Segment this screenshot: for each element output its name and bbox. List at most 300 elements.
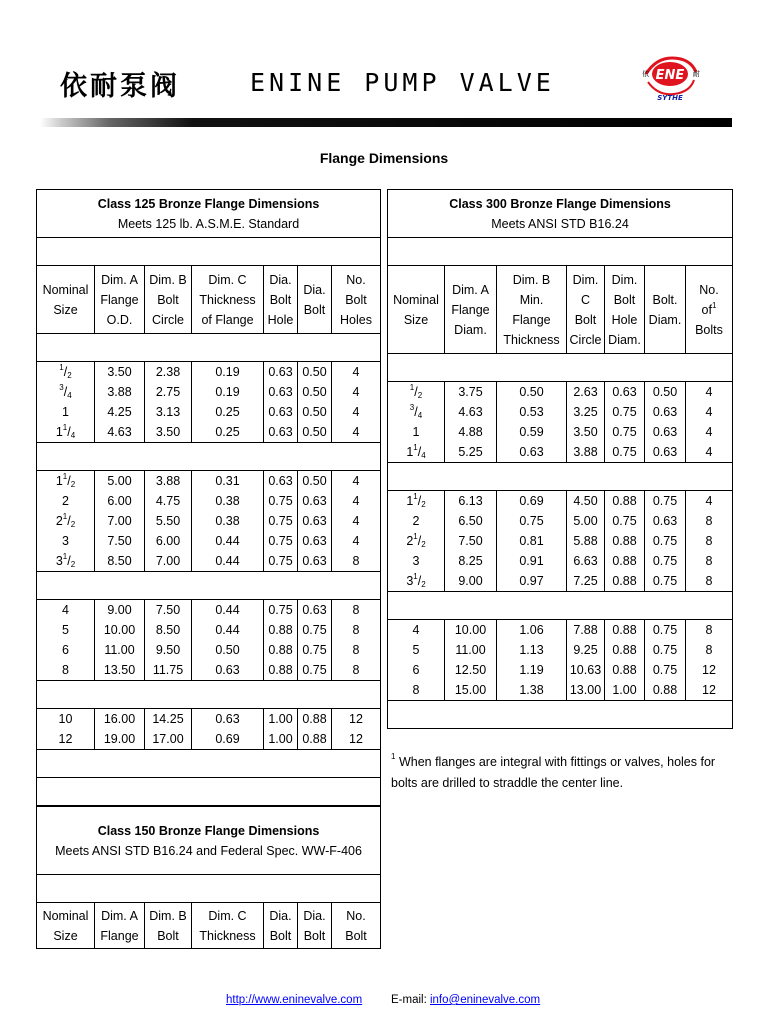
column-header: [145, 266, 192, 334]
size-fraction: $^3/_4$: [59, 383, 72, 400]
footnote-ref: 1: [711, 300, 717, 310]
column-header-line: Dim. C: [208, 272, 247, 287]
column-header-line: Size: [53, 302, 78, 317]
value-cell-no: 4: [686, 491, 733, 512]
value-cell-bd: 0.75: [298, 660, 332, 681]
value-cell-h: 0.75: [605, 402, 645, 422]
value-cell-bd: 0.75: [298, 640, 332, 660]
value-cell-no: 4: [332, 422, 381, 443]
column-header-line: Diam.: [454, 322, 487, 337]
nominal-size-cell: [37, 729, 95, 750]
footer-email: [391, 994, 540, 1006]
value-cell-h: 0.88: [264, 640, 298, 660]
company-logo-icon: [636, 52, 704, 102]
size-whole: 1: [55, 425, 63, 439]
size-whole: 4: [62, 603, 69, 617]
value-cell-a: 13.50: [95, 660, 145, 681]
value-cell-h: 0.75: [264, 600, 298, 621]
spacer-row: [37, 750, 381, 778]
value-cell-no: 12: [332, 709, 381, 730]
value-cell-h: 0.75: [264, 491, 298, 511]
value-cell-a: 9.00: [445, 571, 497, 592]
value-cell-h: 0.88: [605, 491, 645, 512]
value-cell-a: 10.00: [445, 620, 497, 641]
column-header: [95, 903, 145, 949]
value-cell-b: 5.50: [145, 511, 192, 531]
column-header-line: Bolt: [269, 928, 292, 943]
value-cell-c: 0.38: [192, 511, 264, 531]
column-header-line: Bolt: [157, 292, 179, 307]
value-cell-h: 0.88: [264, 660, 298, 681]
value-cell-no: 4: [332, 402, 381, 422]
value-cell-h: 0.88: [605, 551, 645, 571]
logo-side-left: 依: [642, 70, 649, 78]
value-cell-h: 0.63: [264, 402, 298, 422]
value-cell-bd: 0.75: [298, 620, 332, 640]
value-cell-h: 0.75: [605, 442, 645, 463]
spacer-cell: [388, 354, 733, 382]
value-cell-b: 7.00: [145, 551, 192, 572]
value-cell-c: 3.88: [567, 442, 605, 463]
spacer-cell: [37, 238, 381, 266]
size-whole: 6: [62, 643, 69, 657]
table-row: [37, 640, 381, 660]
value-cell-no: 8: [332, 551, 381, 572]
size-fraction: $^1/_2$: [62, 512, 76, 529]
nominal-size-cell: [37, 551, 95, 572]
table-row: [37, 531, 381, 551]
column-header-line: No.: [346, 272, 366, 287]
value-cell-a: 3.88: [95, 382, 145, 402]
fraction-denominator: 2: [421, 540, 426, 549]
table-row: [37, 551, 381, 572]
size-whole: 10: [58, 712, 73, 726]
value-cell-c: 0.50: [192, 640, 264, 660]
column-header: [37, 266, 95, 334]
size-whole: 1: [55, 474, 63, 488]
nominal-size-cell: [37, 402, 95, 422]
fraction-numerator: 1: [62, 552, 68, 561]
size-fraction: $^1/_2$: [62, 552, 76, 569]
value-cell-h: 1.00: [605, 680, 645, 701]
value-cell-a: 16.00: [95, 709, 145, 730]
fraction-denominator: 2: [67, 371, 72, 380]
size-whole: 3: [406, 574, 414, 588]
size-whole: 4: [412, 623, 420, 637]
nominal-size-cell: [388, 402, 445, 422]
size-whole: 3: [55, 554, 63, 568]
value-cell-h: 0.75: [264, 511, 298, 531]
column-header-line: No.: [346, 908, 366, 923]
value-cell-bd: 0.50: [298, 402, 332, 422]
value-cell-a: 4.63: [445, 402, 497, 422]
nominal-size-cell: [388, 620, 445, 641]
size-whole: 12: [58, 732, 73, 746]
table-row: [388, 402, 733, 422]
value-cell-b: 0.63: [497, 442, 567, 463]
column-header-line: C: [580, 292, 591, 307]
value-cell-no: 4: [686, 402, 733, 422]
size-whole: 1: [412, 425, 420, 439]
value-cell-bd: 0.75: [645, 660, 686, 680]
value-cell-h: 0.63: [264, 362, 298, 383]
fraction-numerator: 1: [62, 512, 68, 521]
table-row: [37, 600, 381, 621]
value-cell-no: 4: [332, 382, 381, 402]
size-fraction: $^1/_2$: [413, 492, 426, 509]
value-cell-h: 0.88: [605, 660, 645, 680]
nominal-size-cell: [388, 680, 445, 701]
nominal-size-cell: [388, 531, 445, 551]
column-header-line: Bolt: [574, 312, 597, 327]
column-header-line: Dim. B: [512, 272, 551, 287]
value-cell-a: 11.00: [95, 640, 145, 660]
value-cell-c: 7.88: [567, 620, 605, 641]
value-cell-a: 11.00: [445, 640, 497, 660]
footnote-marker: 1: [391, 752, 396, 761]
nominal-size-cell: [37, 620, 95, 640]
class300-table: [387, 189, 733, 729]
value-cell-b: 1.19: [497, 660, 567, 680]
value-cell-b: 2.38: [145, 362, 192, 383]
spacer-cell: [388, 238, 733, 266]
size-whole: 2: [412, 514, 420, 528]
table-row: [388, 551, 733, 571]
nominal-size-cell: [388, 382, 445, 403]
table-row: [37, 362, 381, 383]
table-row: [37, 729, 381, 750]
column-header-line: Flange: [100, 928, 139, 943]
column-header-line: Circle: [569, 332, 602, 347]
spacer-cell: [388, 463, 733, 491]
value-cell-b: 3.50: [145, 422, 192, 443]
nominal-size-cell: [388, 640, 445, 660]
table-row: [388, 680, 733, 701]
column-header: [298, 903, 332, 949]
table-row: [37, 402, 381, 422]
spacer-row: [388, 238, 733, 266]
value-cell-b: 0.59: [497, 422, 567, 442]
spacer-row: [388, 463, 733, 491]
table-row: [37, 660, 381, 681]
value-cell-c: 2.63: [567, 382, 605, 403]
spacer-cell: [37, 875, 381, 903]
value-cell-bd: 0.63: [645, 422, 686, 442]
value-cell-b: 6.00: [145, 531, 192, 551]
value-cell-bd: 0.63: [298, 600, 332, 621]
fraction-denominator: 2: [417, 391, 423, 400]
column-header-line: Dim. A: [452, 282, 489, 297]
value-cell-a: 3.50: [95, 362, 145, 383]
table-title: Class 300 Bronze Flange Dimensions: [449, 196, 671, 211]
footnote-text: When flanges are integral with fittings or valves, holes for bolts are drilled to straddle the center line.: [391, 755, 716, 790]
column-header-line: Hole: [267, 312, 294, 327]
fraction-numerator: 1: [62, 423, 68, 432]
spacer-row: [37, 443, 381, 471]
size-whole: 1: [406, 445, 414, 459]
value-cell-no: 4: [332, 511, 381, 531]
value-cell-c: 0.25: [192, 422, 264, 443]
fraction-numerator: 1: [59, 363, 64, 372]
size-whole: 3: [412, 554, 420, 568]
logo-sub-text: SYTHE: [657, 94, 683, 102]
fraction-numerator: 1: [413, 532, 418, 541]
table-row: [37, 511, 381, 531]
table-row: [388, 640, 733, 660]
value-cell-bd: 0.75: [645, 571, 686, 592]
size-whole: 8: [412, 683, 420, 697]
column-header-line: Thickness: [199, 292, 256, 307]
column-header-line: Bolt.: [652, 292, 678, 307]
value-cell-c: 5.00: [567, 511, 605, 531]
column-header: [192, 266, 264, 334]
table-row: [388, 382, 733, 403]
table-title-cell: [37, 190, 381, 238]
table-row: [37, 491, 381, 511]
nominal-size-cell: [37, 382, 95, 402]
value-cell-bd: 0.63: [645, 511, 686, 531]
fraction-denominator: 2: [421, 580, 426, 589]
column-header-line: Dim. C: [208, 908, 247, 923]
fraction-denominator: 2: [421, 500, 426, 509]
column-header-line: Dim. B: [149, 272, 187, 287]
spacer-cell: [37, 681, 381, 709]
fraction-denominator: 4: [417, 411, 423, 420]
nominal-size-cell: [37, 600, 95, 621]
nominal-size-cell: [37, 709, 95, 730]
value-cell-c: 4.50: [567, 491, 605, 512]
table-row: [37, 422, 381, 443]
value-cell-no: 8: [686, 640, 733, 660]
spacer-row: [388, 592, 733, 620]
column-header-line: Nominal: [42, 908, 89, 923]
value-cell-b: 2.75: [145, 382, 192, 402]
table-title: Class 125 Bronze Flange Dimensions: [97, 196, 320, 211]
fraction-denominator: 4: [67, 391, 72, 400]
size-fraction: $^1/_2$: [413, 532, 426, 549]
table-subtitle: Meets ANSI STD B16.24: [491, 216, 629, 231]
value-cell-h: 0.88: [605, 620, 645, 641]
column-header-line: Size: [403, 312, 429, 327]
value-cell-c: 3.25: [567, 402, 605, 422]
class125-table: [36, 189, 381, 806]
value-cell-a: 19.00: [95, 729, 145, 750]
value-cell-no: 8: [686, 511, 733, 531]
nominal-size-cell: [388, 660, 445, 680]
value-cell-c: 6.63: [567, 551, 605, 571]
value-cell-b: 11.75: [145, 660, 192, 681]
value-cell-no: 4: [332, 471, 381, 492]
value-cell-h: 1.00: [264, 709, 298, 730]
value-cell-bd: 0.50: [298, 471, 332, 492]
spacer-row: [37, 875, 381, 903]
fraction-numerator: 1: [413, 443, 418, 452]
value-cell-no: 4: [686, 422, 733, 442]
value-cell-a: 6.13: [445, 491, 497, 512]
logo-side-right: 耐: [693, 70, 700, 78]
column-header: [298, 266, 332, 334]
value-cell-c: 0.44: [192, 620, 264, 640]
value-cell-b: 14.25: [145, 709, 192, 730]
value-cell-a: 7.50: [445, 531, 497, 551]
fraction-numerator: 1: [413, 572, 418, 581]
column-header-line: Bolt: [613, 292, 636, 307]
column-header: [445, 266, 497, 354]
value-cell-h: 0.88: [605, 531, 645, 551]
spacer-row: [37, 238, 381, 266]
value-cell-a: 5.25: [445, 442, 497, 463]
nominal-size-cell: [37, 491, 95, 511]
nominal-size-cell: [37, 422, 95, 443]
size-fraction: $^1/_2$: [409, 383, 423, 400]
column-header-line: Holes: [340, 312, 372, 327]
email-link[interactable]: info@eninevalve.com: [429, 994, 541, 1006]
logo-text: ENE: [655, 68, 685, 83]
value-cell-b: 3.13: [145, 402, 192, 422]
spacer-row: [37, 681, 381, 709]
value-cell-a: 6.50: [445, 511, 497, 531]
column-header-line: O.D.: [106, 312, 133, 327]
column-header-line: Thickness: [199, 928, 256, 943]
value-cell-b: 4.75: [145, 491, 192, 511]
column-header-line: of: [701, 302, 712, 317]
nominal-size-cell: [388, 442, 445, 463]
value-cell-b: 8.50: [145, 620, 192, 640]
table-title-row: [37, 190, 381, 238]
column-header: [192, 903, 264, 949]
value-cell-no: 4: [686, 442, 733, 463]
size-fraction: $^1/_4$: [413, 443, 426, 460]
column-header: [37, 903, 95, 949]
value-cell-no: 12: [686, 660, 733, 680]
value-cell-bd: 0.63: [298, 531, 332, 551]
website-link[interactable]: http://www.eninevalve.com: [226, 994, 363, 1006]
spacer-cell: [37, 750, 381, 778]
value-cell-a: 5.00: [95, 471, 145, 492]
value-cell-a: 4.63: [95, 422, 145, 443]
spacer-cell: [37, 334, 381, 362]
value-cell-no: 12: [686, 680, 733, 701]
value-cell-no: 8: [686, 531, 733, 551]
size-whole: 8: [62, 663, 69, 677]
fraction-denominator: 2: [70, 480, 76, 489]
nominal-size-cell: [37, 511, 95, 531]
table-row: [388, 620, 733, 641]
value-cell-c: 0.44: [192, 531, 264, 551]
fraction-denominator: 2: [70, 560, 76, 569]
value-cell-a: 12.50: [445, 660, 497, 680]
value-cell-h: 0.88: [605, 571, 645, 592]
value-cell-bd: 0.88: [645, 680, 686, 701]
column-header-line: Dim.: [611, 272, 638, 287]
value-cell-b: 3.88: [145, 471, 192, 492]
size-whole: 2: [55, 514, 63, 528]
value-cell-b: 7.50: [145, 600, 192, 621]
column-header-line: Bolt: [303, 302, 326, 317]
spacer-cell: [388, 592, 733, 620]
value-cell-bd: 0.63: [645, 442, 686, 463]
column-header-line: Dim. A: [101, 272, 138, 287]
column-header-line: Size: [53, 928, 78, 943]
spacer-row: [37, 572, 381, 600]
column-header: [388, 266, 445, 354]
value-cell-h: 0.63: [605, 382, 645, 403]
value-cell-c: 5.88: [567, 531, 605, 551]
header-divider: [40, 118, 732, 127]
size-whole: 3: [62, 534, 69, 548]
fraction-denominator: 2: [70, 520, 76, 529]
value-cell-bd: 0.75: [645, 491, 686, 512]
value-cell-b: 1.38: [497, 680, 567, 701]
column-header: [497, 266, 567, 354]
value-cell-h: 0.88: [605, 640, 645, 660]
column-header-line: Min.: [519, 292, 544, 307]
table-row: [37, 382, 381, 402]
table-title-cell: [388, 190, 733, 238]
nominal-size-cell: [37, 531, 95, 551]
column-header-line: Bolts: [695, 322, 723, 337]
fraction-denominator: 4: [421, 451, 426, 460]
spacer-row: [388, 354, 733, 382]
value-cell-c: 0.25: [192, 402, 264, 422]
table-title: Class 150 Bronze Flange Dimensions: [97, 823, 320, 838]
size-whole: 5: [62, 623, 69, 637]
spacer-row: [37, 778, 381, 806]
value-cell-no: 8: [686, 551, 733, 571]
nominal-size-cell: [388, 551, 445, 571]
table-row: [37, 471, 381, 492]
value-cell-c: 0.19: [192, 362, 264, 383]
size-whole: 2: [62, 494, 69, 508]
value-cell-bd: 0.75: [645, 620, 686, 641]
column-header-line: Bolt: [345, 292, 367, 307]
value-cell-no: 8: [332, 600, 381, 621]
value-cell-c: 9.25: [567, 640, 605, 660]
nominal-size-cell: [388, 571, 445, 592]
value-cell-h: 0.63: [264, 471, 298, 492]
value-cell-bd: 0.63: [298, 511, 332, 531]
table-title-row: [388, 190, 733, 238]
value-cell-h: 0.88: [264, 620, 298, 640]
table-row: [388, 491, 733, 512]
company-name-english: ENINE PUMP VALVE: [250, 68, 555, 97]
nominal-size-cell: [388, 422, 445, 442]
value-cell-b: 0.97: [497, 571, 567, 592]
nominal-size-cell: [37, 362, 95, 383]
column-header-line: Flange: [512, 312, 551, 327]
value-cell-h: 0.63: [264, 382, 298, 402]
table-subtitle: Meets 125 lb. A.S.M.E. Standard: [117, 216, 300, 231]
value-cell-c: 0.63: [192, 709, 264, 730]
column-header-line: Dim. A: [101, 908, 138, 923]
spacer-cell: [37, 572, 381, 600]
spacer-cell: [388, 701, 733, 729]
column-header-line: of Flange: [201, 312, 254, 327]
value-cell-a: 10.00: [95, 620, 145, 640]
nominal-size-cell: [388, 491, 445, 512]
value-cell-no: 8: [332, 660, 381, 681]
column-header: [264, 903, 298, 949]
size-fraction: $^1/_2$: [413, 572, 426, 589]
nominal-size-cell: [37, 471, 95, 492]
table-header-row: [37, 903, 381, 949]
table-title-cell: [37, 807, 381, 875]
value-cell-h: 0.63: [264, 422, 298, 443]
value-cell-no: 8: [686, 620, 733, 641]
spacer-row: [37, 334, 381, 362]
column-header: [145, 903, 192, 949]
column-header-line: Dia.: [303, 282, 326, 297]
